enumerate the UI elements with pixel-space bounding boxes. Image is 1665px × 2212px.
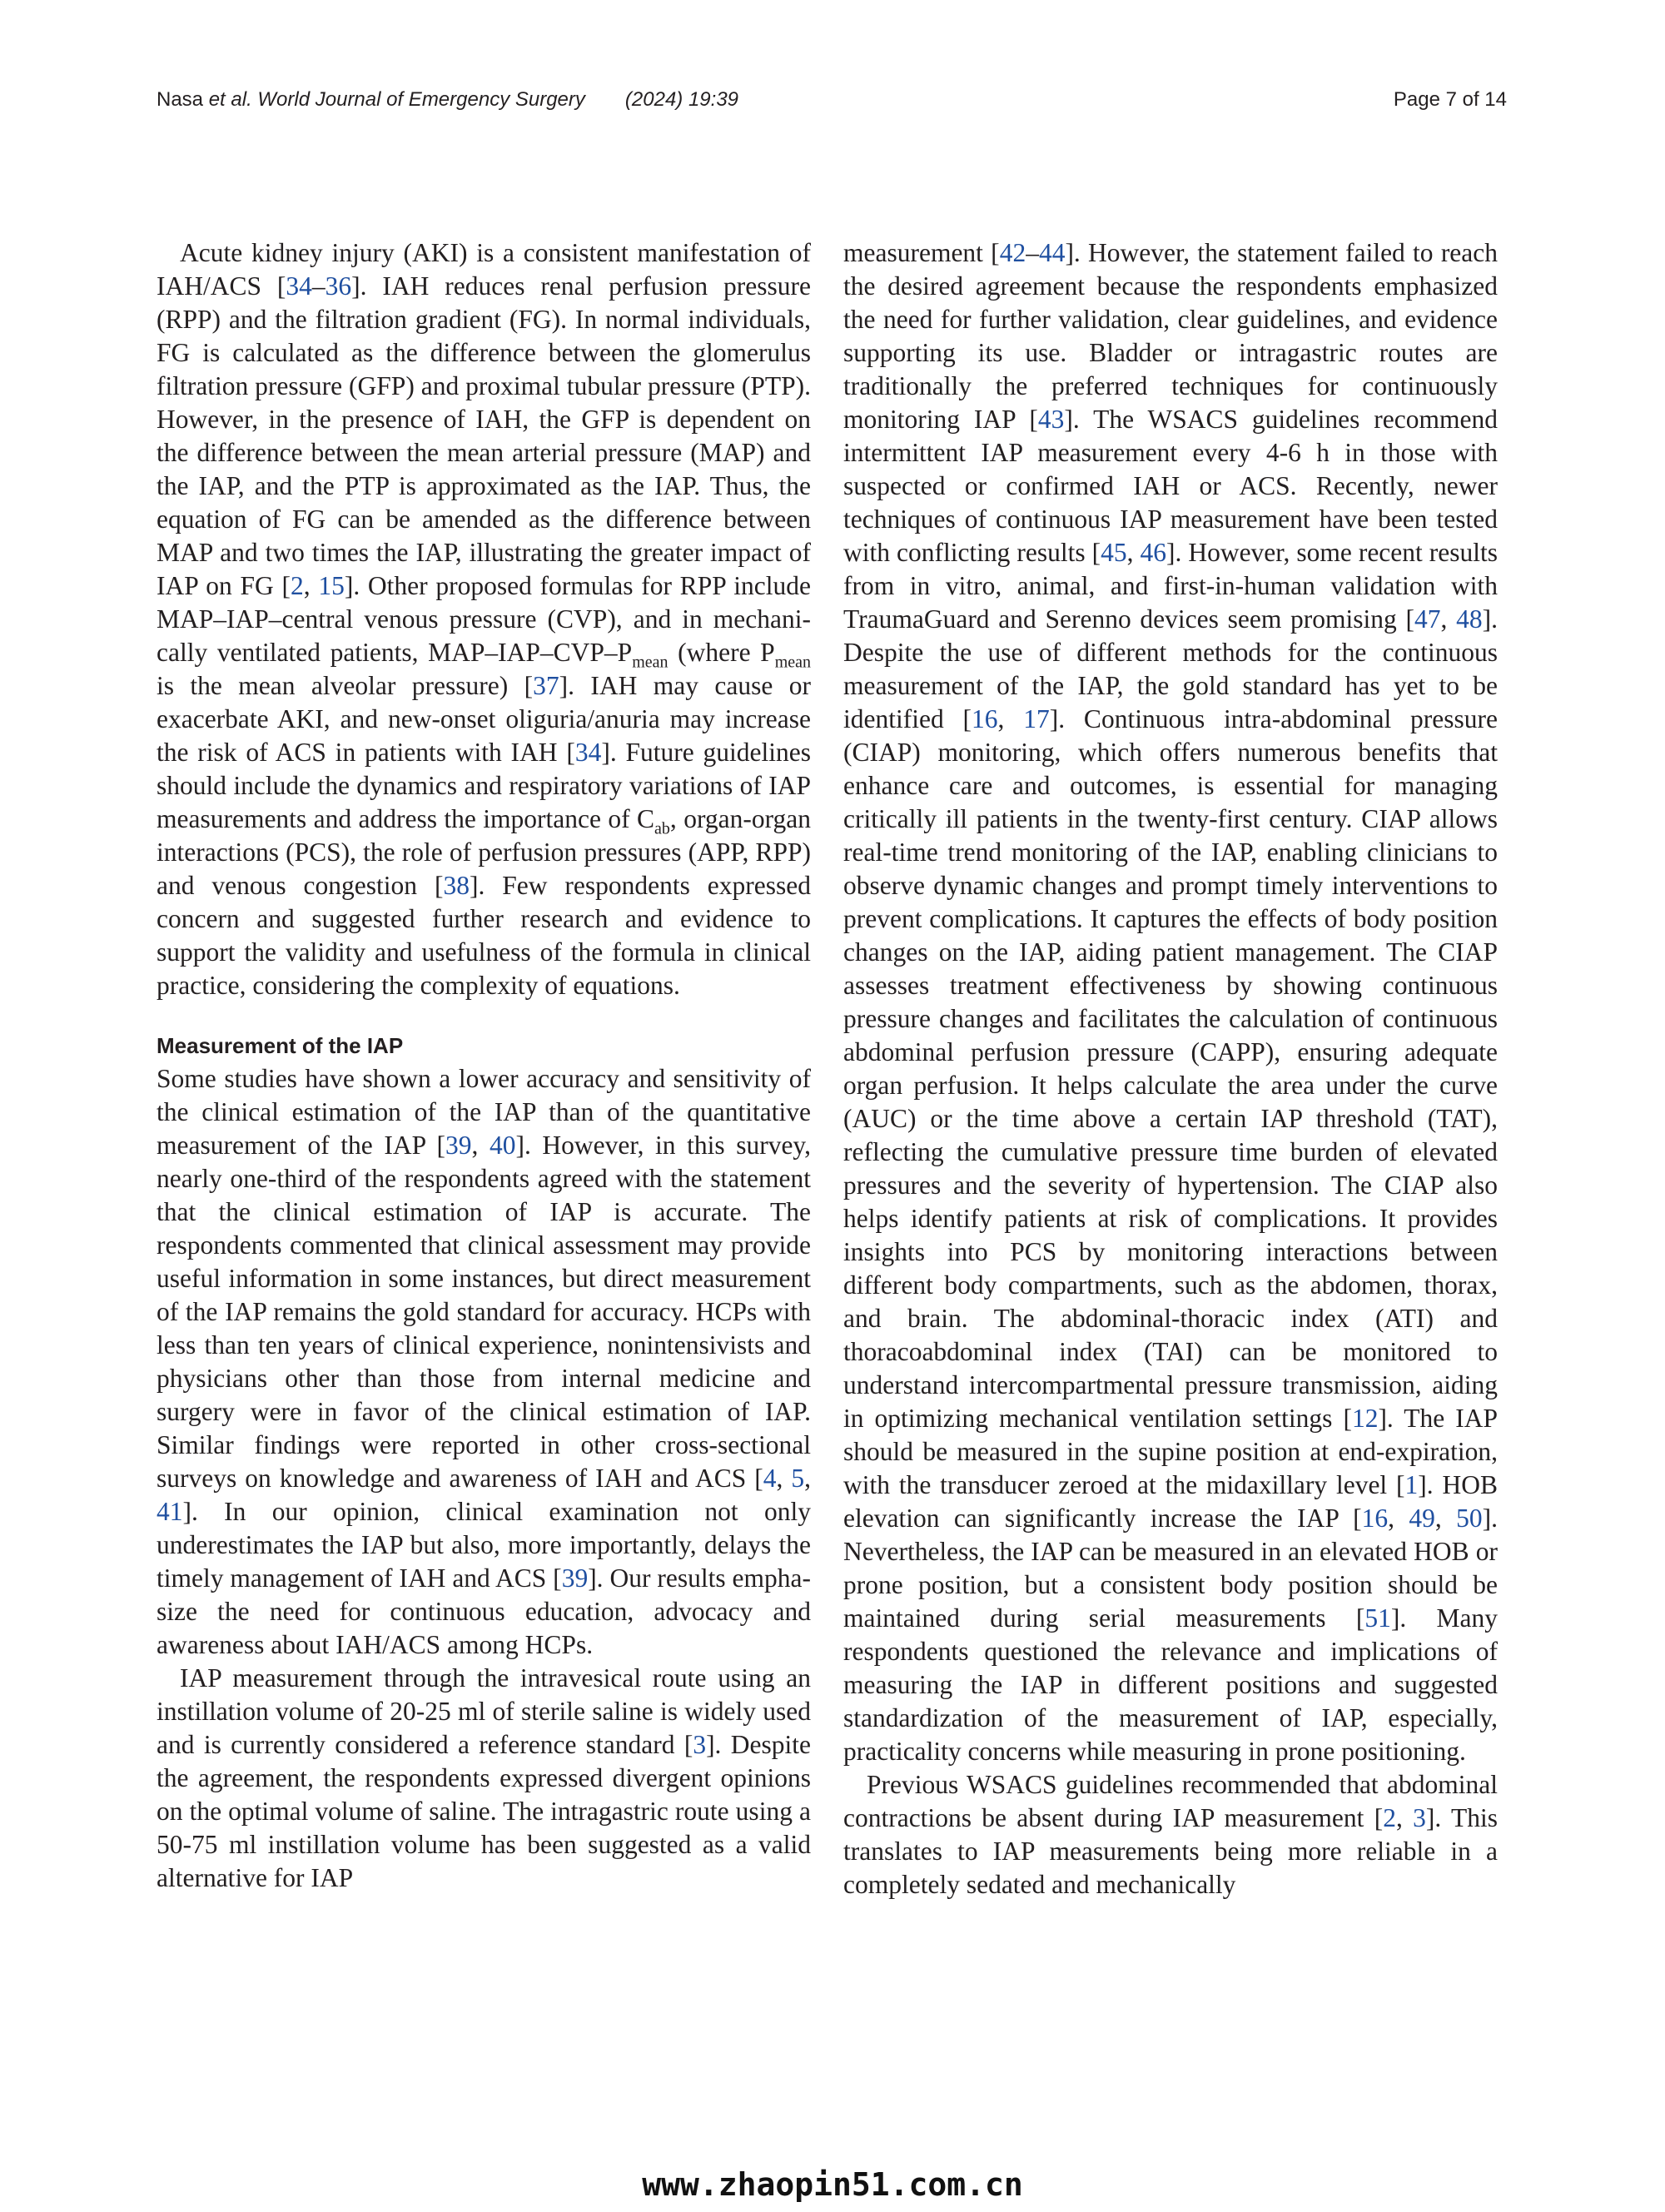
- paragraph-continuous-monitoring: measurement [42–44]. However, the statement failed to reach the desired agreement because the respondents emphasized the need for further validation, clear guidelines, and evidence supporting its use. Bladder or intragastric routes are traditionally the preferred techniques for continuously monitoring IAP [43]. The WSACS guidelines recommend intermittent IAP measurement every 4-6 h in those with suspected or confirmed IAH or ACS. Recently, newer techniques of continuous IAP measurement have been tested with conflicting results [45, 46]. However, some recent results from in vitro, animal, and first-in-human validation with TraumaGuard and Serenno devices seem promising [47, 48]. Despite the use of different methods for the continuous measurement of the IAP, the gold standard has yet to be identified [16, 17]. Continuous intra-abdominal pressure (CIAP) monitoring, which offers numerous benefits that enhance care and outcomes, is essential for managing critically ill patients in the twenty-first century. CIAP allows real-time trend monitoring of the IAP, enabling clinicians to observe dynamic changes and prompt timely interventions to prevent complications. It captures the effects of body position changes on the IAP, aiding patient management. The CIAP assesses treatment effectiveness by showing continuous pressure changes and facilitates the calculation of continuous abdominal perfusion pressure (CAPP), ensuring adequate organ perfusion. It helps calculate the area under the curve (AUC) or the time above a certain IAP threshold (TAT), reflecting the cumulative pressure time burden of elevated pressures and the severity of hypertension. The CIAP also helps identify patients at risk of complications. It provides insights into PCS by monitoring interactions between different body compartments, such as the abdomen, thorax, and brain. The abdominal-thoracic index (ATI) and thoracoabdominal index (TAI) can be monitored to understand intercompartmental pressure transmission, aiding in optimizing mechanical ventilation settings [12]. The IAP should be measured in the supine position at end-expiration, with the transducer zeroed at the midaxillary level [1]. HOB elevation can significantly increase the IAP [16, 49, 50]. Nevertheless, the IAP can be measured in an elevated HOB or prone position, but a consistent body position should be maintained during serial measurements [51]. Many respondents questioned the relevance and implications of measuring the IAP in different positions and suggested standardization of the measurement of IAP, especially, practicality concerns while measuring in prone positioning.: [843, 238, 1498, 1766]
- journal-citation: [157, 88, 738, 112]
- paragraph-intravesical: IAP measurement through the intravesical route using an instillation volume of 20-25 ml of sterile saline is widely used and is currently considered a reference standard [3]. Despite the agreement, the respondents expressed divergent opinions on the optimal volume of saline. The intragastric route using a 50-75 ml instillation volume has been suggested as a valid alternative for IAP: [157, 1663, 811, 1892]
- volume-citation: (2024) 19:39: [624, 88, 739, 111]
- paragraph-aki: Acute kidney injury (AKI) is a consistent manifestation of IAH/ACS [34–36]. IAH reduces renal perfusion pressure (RPP) and the filtration gradient (FG). In normal individuals, FG is calculated as the difference between the glomerulus filtration pressure (GFP) and proximal tubular pressure (PTP). However, in the presence of IAH, the GFP is dependent on the difference between the mean arterial pressure (MAP) and the IAP, and the PTP is approximated as the IAP. Thus, the equation of FG can be amended as the difference between MAP and two times the IAP, illustrating the greater impact of IAP on FG [2, 15]. Other proposed formulas for RPP include MAP–IAP–central venous pressure (CVP), and in mechanically ventilated patients, MAP–$IAP-CVP-P_{mean}$ (where $P_{mean}$ is the mean alveolar pressure) [37]. IAH may cause or exacerbate AKI, and new-onset oliguria/anuria may increase the risk of ACS in patients with IAH [34]. Future guidelines should include the dynamics and respiratory variations of IAP measurements and address the importance of $C_{ab}$, organ-organ interactions (PCS), the role of perfusion pressures (APP, RPP) and venous congestion [38]. Few respondents expressed concern and suggested further research and evidence to support the validity and usefulness of the formula in clinical practice, considering the complexity of equations.: [157, 238, 812, 1000]
- right-column: [843, 236, 1498, 1901]
- citation-link[interactable]: 51: [1364, 1603, 1391, 1633]
- citation-link[interactable]: 40: [489, 1131, 516, 1160]
- citation-link[interactable]: 3: [1413, 1803, 1426, 1832]
- citation-link[interactable]: 36: [325, 271, 352, 301]
- citation-link[interactable]: 45: [1101, 538, 1127, 567]
- page-number: Page 7 of 14: [1393, 88, 1507, 111]
- citation-link[interactable]: 44: [1038, 238, 1066, 267]
- citation-link[interactable]: 2: [1383, 1803, 1396, 1832]
- citation-link[interactable]: 2: [291, 571, 304, 600]
- journal-name: World Journal of Emergency Surgery: [251, 88, 585, 111]
- citation-link[interactable]: 38: [443, 871, 470, 900]
- citation-link[interactable]: 5: [791, 1464, 805, 1493]
- citation-link[interactable]: 48: [1456, 604, 1483, 634]
- author-name: Nasa: [157, 88, 209, 111]
- citation-link[interactable]: 49: [1409, 1504, 1435, 1533]
- citation-link[interactable]: 43: [1037, 405, 1065, 434]
- citation-link[interactable]: 47: [1414, 604, 1441, 634]
- section-heading: Measurement of the IAP: [157, 1033, 404, 1058]
- running-header: [157, 88, 1507, 122]
- citation-link[interactable]: 3: [693, 1730, 707, 1759]
- citation-link[interactable]: 46: [1140, 538, 1166, 567]
- paragraph-clinical-estimation: Some studies have shown a lower accuracy and sensitivity of the clinical estimation of the IAP than of the quantitative measurement of the IAP [39, 40]. However, in this survey, nearly one-third of the respondents agreed with the statement that the clinical estimation of IAP is accurate. The respondents commented that clinical assessment may provide useful information in some instances, but direct measurement of the IAP remains the gold standard for accuracy. HCPs with less than ten years of clinical experience, nonintensivists and physicians other than those from internal medicine and surgery were in favor of the clinical estimation of IAP. Similar findings were reported in other cross-sectional surveys on knowledge and awareness of IAH and ACS [4, 5, 41]. In our opinion, clinical examination not only underestimates the IAP but also, more importantly, delays the timely management of IAH and ACS [39]. Our results emphasize the need for continuous education, advocacy and awareness about IAH/ACS among HCPs.: [157, 1064, 812, 1659]
- citation-link[interactable]: 4: [763, 1464, 777, 1493]
- citation-link[interactable]: 39: [445, 1131, 472, 1160]
- citation-link[interactable]: 15: [318, 571, 345, 600]
- citation-link[interactable]: 39: [561, 1563, 589, 1593]
- citation-link[interactable]: 12: [1351, 1404, 1379, 1433]
- paragraph-wsacs-guidelines: Previous WSACS guidelines recommended that abdominal contractions be absent during IAP measurement [2, 3]. This translates to IAP measurements being more reliable in a completely sedated and mechanically: [843, 1770, 1498, 1899]
- citation-link[interactable]: 1: [1404, 1470, 1419, 1499]
- citation-link[interactable]: 42: [999, 238, 1026, 267]
- left-column: [157, 236, 811, 1895]
- citation-link[interactable]: 17: [1023, 704, 1050, 733]
- citation-link[interactable]: 34: [574, 738, 602, 767]
- citation-link[interactable]: 34: [286, 271, 312, 301]
- citation-link[interactable]: 41: [157, 1497, 183, 1526]
- citation-link[interactable]: 16: [1361, 1504, 1389, 1533]
- citation-link[interactable]: 16: [972, 704, 998, 733]
- et-al: et al.: [208, 88, 252, 111]
- citation-link[interactable]: 37: [533, 671, 559, 700]
- citation-link[interactable]: 50: [1456, 1504, 1483, 1533]
- watermark-url: www.zhaopin51.com.cn: [642, 2166, 1023, 2203]
